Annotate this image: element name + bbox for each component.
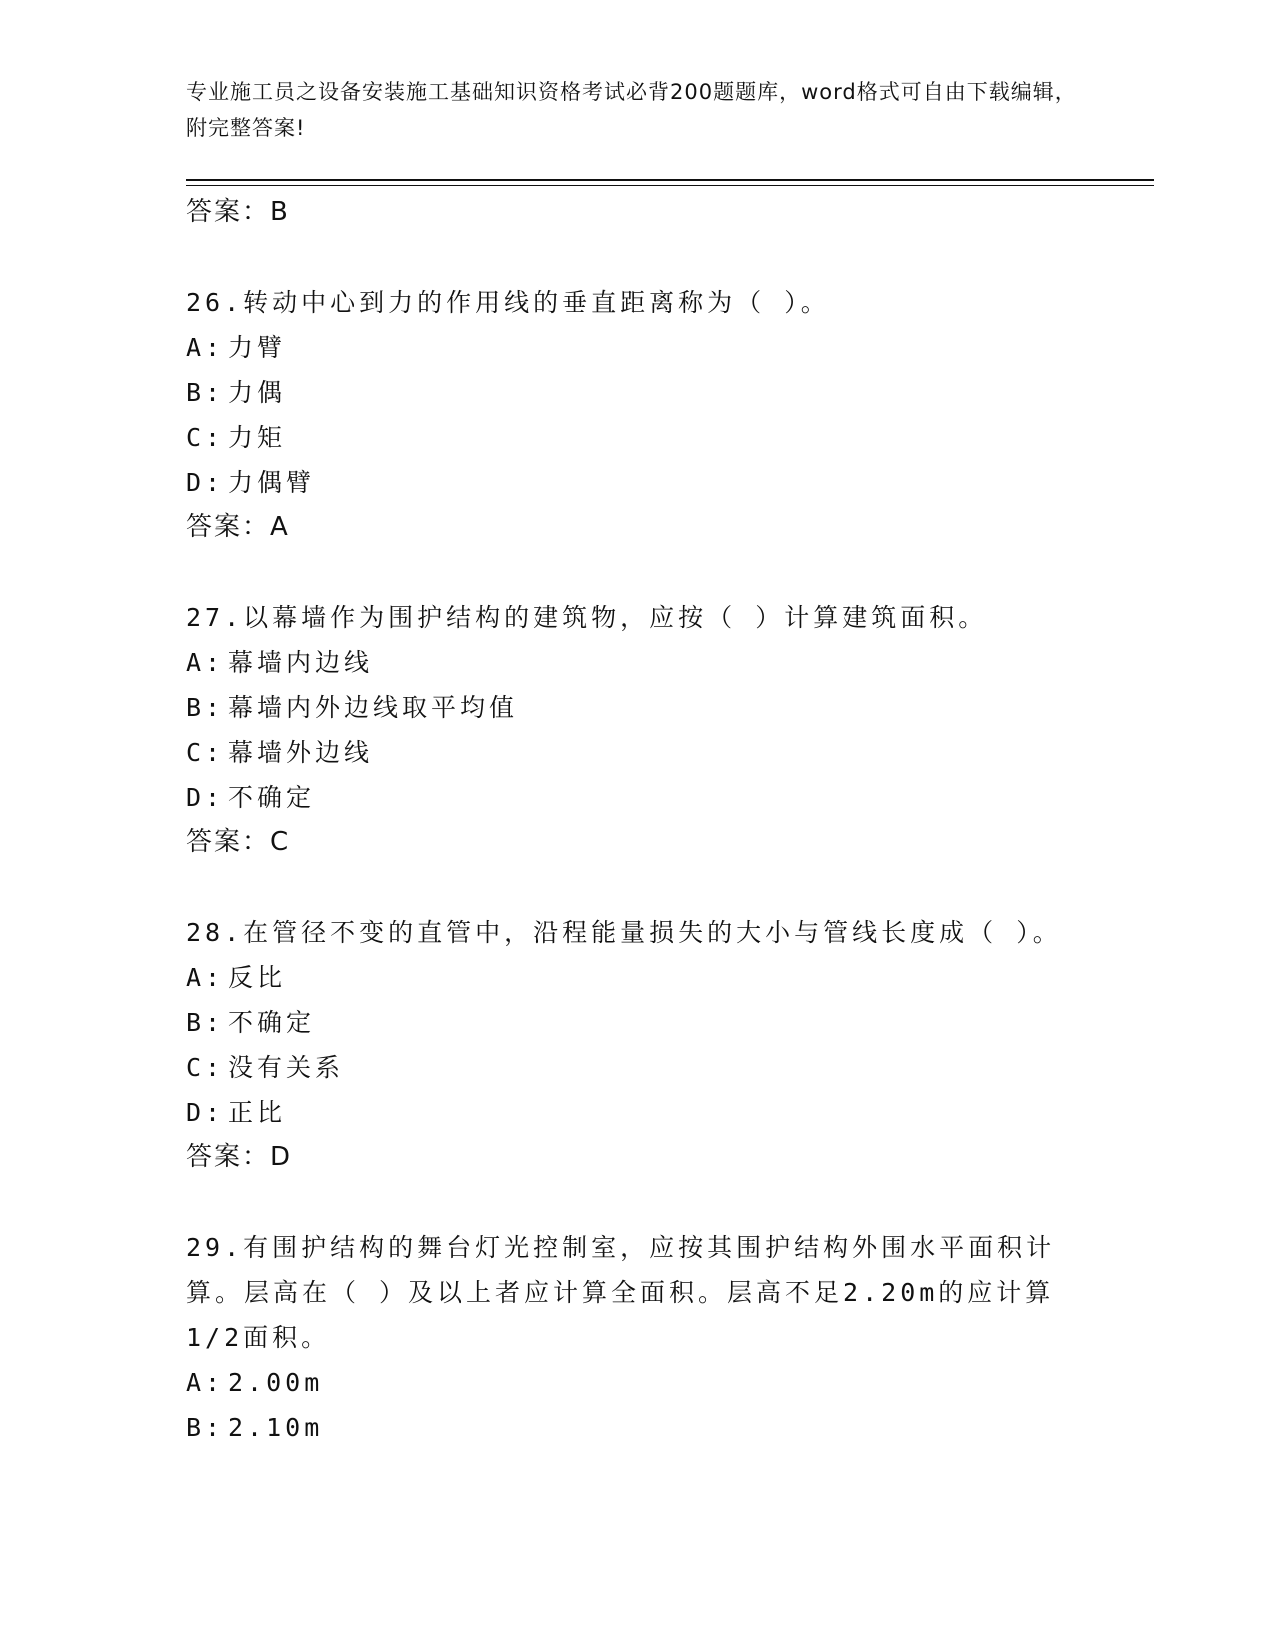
document-header-title: 专业施工员之设备安装施工基础知识资格考试必背200题题库，word格式可自由下载编辑，附完整答案! — [186, 80, 1077, 140]
option-b — [186, 1000, 1086, 1045]
option-text: 没有关系 — [228, 1053, 345, 1082]
option-text: 正比 — [228, 1098, 287, 1127]
answer-label: 答案： — [186, 827, 271, 857]
option-text: 力偶臂 — [228, 468, 316, 497]
answer-line — [186, 505, 1086, 549]
option-letter: A: — [186, 648, 225, 677]
option-letter: C: — [186, 1053, 225, 1082]
option-text: 反比 — [228, 963, 287, 992]
answer-value: D — [270, 1142, 293, 1172]
question-item — [186, 910, 1086, 1179]
answer-value: C — [270, 827, 291, 857]
option-letter: B: — [186, 693, 225, 722]
answer-label: 答案： — [186, 1142, 271, 1172]
option-text: 幕墙内外边线取平均值 — [228, 693, 519, 722]
option-letter: D: — [186, 1098, 225, 1127]
option-text: 2.00m — [228, 1368, 324, 1397]
option-text: 力矩 — [228, 423, 287, 452]
option-b — [186, 685, 1086, 730]
question-text: 26.转动中心到力的作用线的垂直距离称为（ ）。 — [186, 288, 830, 317]
option-c — [186, 415, 1086, 460]
option-d — [186, 1090, 1086, 1135]
option-a — [186, 640, 1086, 685]
question-list — [186, 190, 1086, 1450]
answer-line — [186, 190, 1086, 234]
option-d — [186, 460, 1086, 505]
option-c — [186, 730, 1086, 775]
option-text: 力偶 — [228, 378, 287, 407]
option-c — [186, 1045, 1086, 1090]
question-item — [186, 280, 1086, 549]
option-letter: A: — [186, 333, 225, 362]
question-text: 27.以幕墙作为围护结构的建筑物，应按（ ）计算建筑面积。 — [186, 603, 988, 632]
answer-value: B — [270, 197, 290, 227]
option-d — [186, 775, 1086, 820]
option-text: 不确定 — [228, 783, 316, 812]
option-a — [186, 1360, 1086, 1405]
option-letter: B: — [186, 1008, 225, 1037]
question-text: 28.在管径不变的直管中，沿程能量损失的大小与管线长度成（ ）。 — [186, 918, 1062, 947]
option-letter: D: — [186, 468, 225, 497]
option-letter: C: — [186, 738, 225, 767]
option-text: 2.10m — [228, 1413, 324, 1442]
answer-label: 答案： — [186, 512, 271, 542]
option-letter: A: — [186, 1368, 225, 1397]
option-letter: B: — [186, 378, 225, 407]
answer-value: A — [270, 512, 290, 542]
option-b — [186, 370, 1086, 415]
option-text: 不确定 — [228, 1008, 316, 1037]
option-letter: C: — [186, 423, 225, 452]
header-divider-thin — [186, 185, 1154, 186]
option-letter: B: — [186, 1413, 225, 1442]
answer-line — [186, 1135, 1086, 1179]
question-text: 29.有围护结构的舞台灯光控制室，应按其围护结构外围水平面积计算。层高在（ ）及以上者应计算全面积。层高不足2.20m的应计算1/2面积。 — [186, 1233, 1056, 1352]
option-a — [186, 325, 1086, 370]
option-text: 幕墙内边线 — [228, 648, 374, 677]
option-letter: D: — [186, 783, 225, 812]
answer-line — [186, 820, 1086, 864]
option-a — [186, 955, 1086, 1000]
header-divider-thick — [186, 179, 1154, 181]
question-item — [186, 595, 1086, 864]
option-text: 力臂 — [228, 333, 287, 362]
question-item — [186, 1225, 1086, 1450]
answer-label: 答案： — [186, 197, 271, 227]
option-text: 幕墙外边线 — [228, 738, 374, 767]
option-b — [186, 1405, 1086, 1450]
option-letter: A: — [186, 963, 225, 992]
